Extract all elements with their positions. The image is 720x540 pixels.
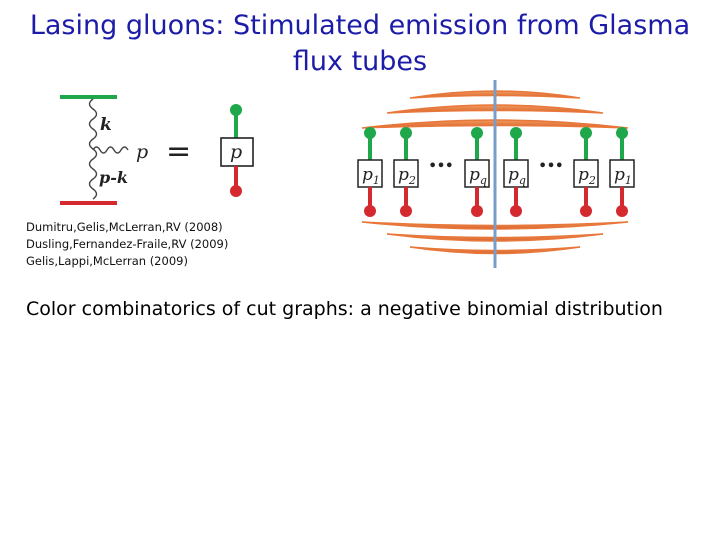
propagator-label: $p_2$	[398, 165, 416, 187]
green-node	[580, 127, 592, 139]
red-node	[616, 205, 628, 217]
red-node	[400, 205, 412, 217]
propagator-label: $p_1$	[362, 165, 380, 187]
horizontal-gluon-coil	[93, 147, 128, 153]
chain-propagator-2	[394, 127, 418, 217]
propagator-label: $p_q$	[508, 165, 526, 187]
green-node	[616, 127, 628, 139]
subtitle: Color combinatorics of cut graphs: a negative binomial distribution	[26, 298, 663, 320]
label-p-minus-k: p-k	[99, 168, 128, 187]
chain-propagator-6	[610, 127, 634, 217]
equals-sign: =	[166, 134, 192, 169]
references	[26, 219, 228, 270]
reference-2: Dusling,Fernandez-Fraile,RV (2009)	[26, 237, 229, 251]
green-node	[400, 127, 412, 139]
label-p: p	[136, 141, 149, 163]
red-node	[580, 205, 592, 217]
title-line-1: Lasing gluons: Stimulated emission from Glasma	[29, 10, 691, 41]
reference-1: Dumitru,Gelis,McLerran,RV (2008)	[26, 220, 223, 234]
cut-propagator	[221, 104, 253, 197]
propagator-label: $p_1$	[614, 165, 632, 187]
title-line-2: flux tubes	[292, 46, 428, 77]
green-node	[364, 127, 376, 139]
green-node	[510, 127, 522, 139]
propagator-label: p	[230, 141, 243, 163]
red-node	[230, 185, 242, 197]
label-k: k	[100, 115, 112, 135]
red-node	[510, 205, 522, 217]
ellipsis-1: •••	[428, 159, 454, 174]
propagator-label: $p_2$	[578, 165, 596, 187]
chain-propagator-1	[358, 127, 382, 217]
chain-propagator-4	[504, 127, 528, 217]
green-node	[471, 127, 483, 139]
ellipsis-2: •••	[538, 159, 564, 174]
red-node	[471, 205, 483, 217]
chain-propagator-3	[465, 127, 489, 217]
feynman-vertex	[60, 97, 191, 203]
red-node	[364, 205, 376, 217]
green-node	[230, 104, 242, 116]
chain-propagator-5	[574, 127, 598, 217]
reference-3: Gelis,Lappi,McLerran (2009)	[26, 254, 188, 268]
propagator-label: $p_q$	[469, 165, 487, 187]
